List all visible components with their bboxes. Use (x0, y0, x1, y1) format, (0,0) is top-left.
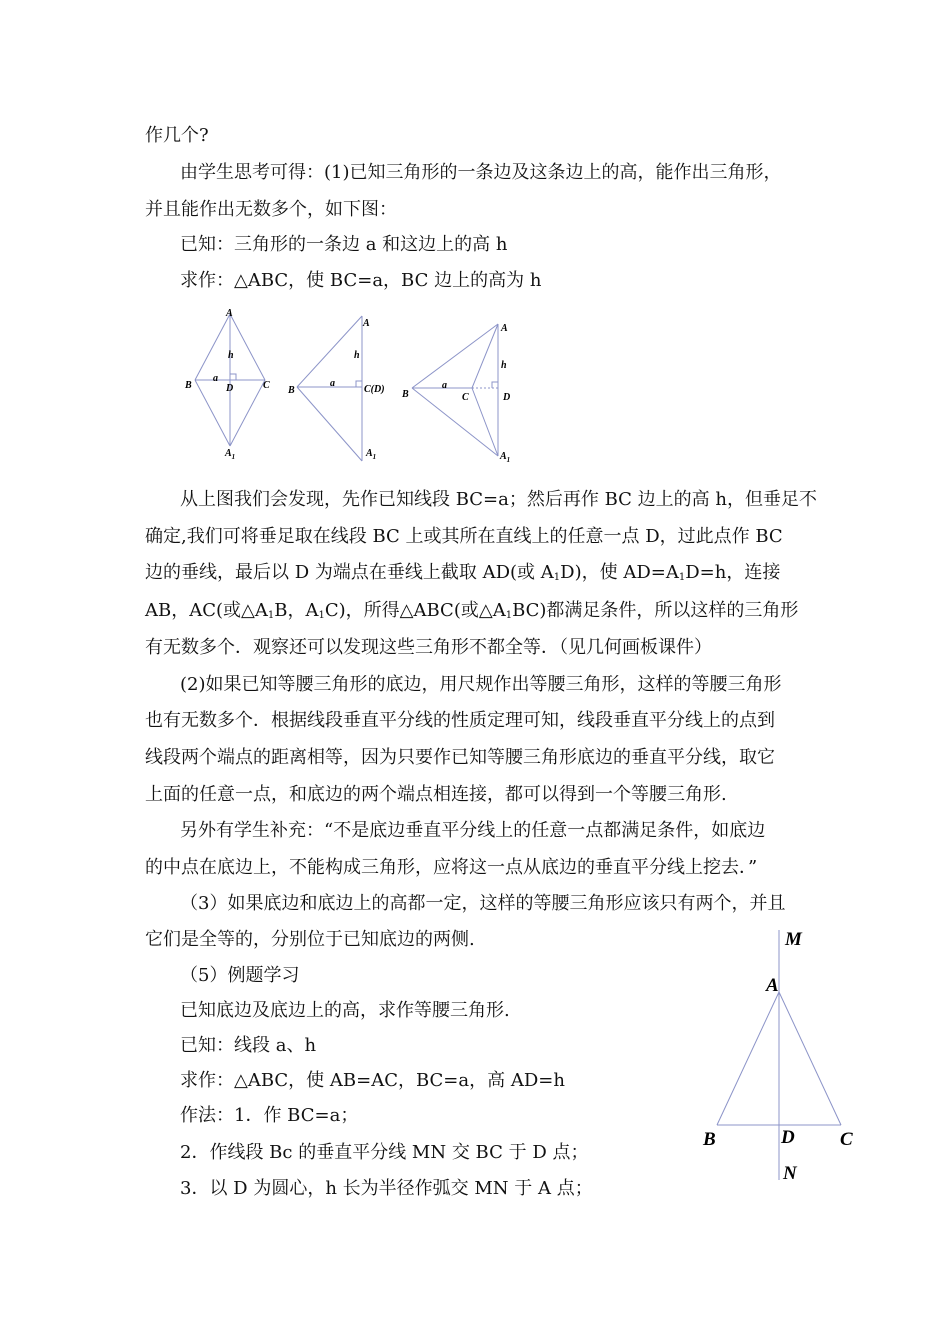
text-line: （5）例题学习 (180, 965, 300, 986)
fig4-label-C: C (840, 1129, 853, 1150)
text-line: 2．作线段 Bc 的垂直平分线 MN 交 BC 于 D 点； (180, 1142, 589, 1163)
text-line: 已知：三角形的一条边 a 和这边上的高 h (180, 234, 508, 255)
text-line: AB，AC(或$\triangle A_1B$，$A_1C$)，所得△ABC(或$\triangle A_1BC$)都满足条件，所以这样的三角形 (145, 600, 799, 621)
fig3-label-A: A (501, 323, 508, 334)
text-line: 作几个? (145, 125, 209, 146)
fig2-label-C-D: C(D) (364, 384, 385, 395)
text-line: 也有无数多个．根据线段垂直平分线的性质定理可知，线段垂直平分线上的点到 (145, 710, 775, 731)
figure-triangle-1 (180, 306, 280, 466)
text-line: 3．以 D 为圆心，h 长为半径作弧交 MN 于 A 点； (180, 1178, 593, 1199)
text-line: 并且能作出无数多个，如下图： (145, 199, 397, 220)
fig3-label-D: D (503, 392, 511, 403)
fig3-label-h: h (501, 360, 507, 371)
fig4-label-N: N (783, 1163, 797, 1184)
fig1-label-D: D (226, 383, 234, 394)
text-line: 它们是全等的，分别位于已知底边的两侧. (145, 929, 475, 950)
fig4-label-B: B (703, 1129, 716, 1150)
text-line: 线段两个端点的距离相等，因为只要作已知等腰三角形底边的垂直平分线，取它 (145, 747, 775, 768)
fig1-label-h: h (228, 350, 234, 361)
fig2-label-A: A (363, 318, 370, 329)
fig3-label-B: B (402, 389, 409, 400)
fig1-label-a: a (213, 373, 218, 384)
fig2-label-A1: $A_1$ (366, 448, 377, 461)
fig2-label-B: B (288, 385, 295, 396)
text-line: 另外有学生补充：“不是底边垂直平分线上的任意一点都满足条件，如底边 (180, 820, 766, 841)
fig1-label-C: C (263, 380, 270, 391)
text-line: 已知：线段 a、h (180, 1035, 317, 1056)
fig1-label-B: B (185, 380, 192, 391)
fig2-label-h: h (354, 350, 360, 361)
figure-triangle-2 (285, 306, 395, 466)
text-line: (2)如果已知等腰三角形的底边，用尺规作出等腰三角形，这样的等腰三角形 (180, 674, 782, 695)
fig1-label-A1: $A_1$ (225, 448, 236, 461)
fig2-label-a: a (330, 378, 335, 389)
text-line: 边的垂线，最后以 D 为端点在垂线上截取 AD(或 $A_1D$)，使 $AD=A_1D=h$，连接 (145, 562, 781, 583)
figure-triangle-3 (400, 316, 520, 476)
text-line: 作法：1．作 BC=a； (180, 1105, 359, 1126)
text-line: （3）如果底边和底边上的高都一定，这样的等腰三角形应该只有两个，并且 (180, 893, 786, 914)
fig3-label-a: a (442, 380, 447, 391)
text-line: 有无数多个．观察还可以发现这些三角形不都全等．（见几何画板课件） (145, 637, 712, 658)
figure-isosceles-triangle (695, 925, 865, 1195)
fig4-label-A: A (766, 975, 779, 996)
text-line: 已知底边及底边上的高，求作等腰三角形. (180, 1000, 510, 1021)
fig3-label-A1: $A_1$ (500, 451, 511, 464)
fig3-label-C: C (462, 392, 469, 403)
text-line: 求作：△ABC，使 BC=a，BC 边上的高为 h (180, 270, 542, 291)
text-line: 由学生思考可得：(1)已知三角形的一条边及这条边上的高，能作出三角形， (180, 162, 782, 183)
fig1-label-A: A (226, 308, 233, 319)
text-line: 求作：△ABC，使 AB=AC，BC=a，高 AD=h (180, 1070, 565, 1091)
fig4-label-M: M (785, 929, 802, 950)
fig4-label-D: D (781, 1127, 795, 1148)
text-line: 上面的任意一点，和底边的两个端点相连接，都可以得到一个等腰三角形. (145, 784, 727, 805)
text-line: 确定,我们可将垂足取在线段 BC 上或其所在直线上的任意一点 D，过此点作 BC (145, 526, 783, 547)
text-line: 从上图我们会发现，先作已知线段 BC=a；然后再作 BC 边上的高 h，但垂足不 (180, 489, 817, 510)
text-line: 的中点在底边上，不能构成三角形，应将这一点从底边的垂直平分线上挖去．” (145, 857, 758, 878)
